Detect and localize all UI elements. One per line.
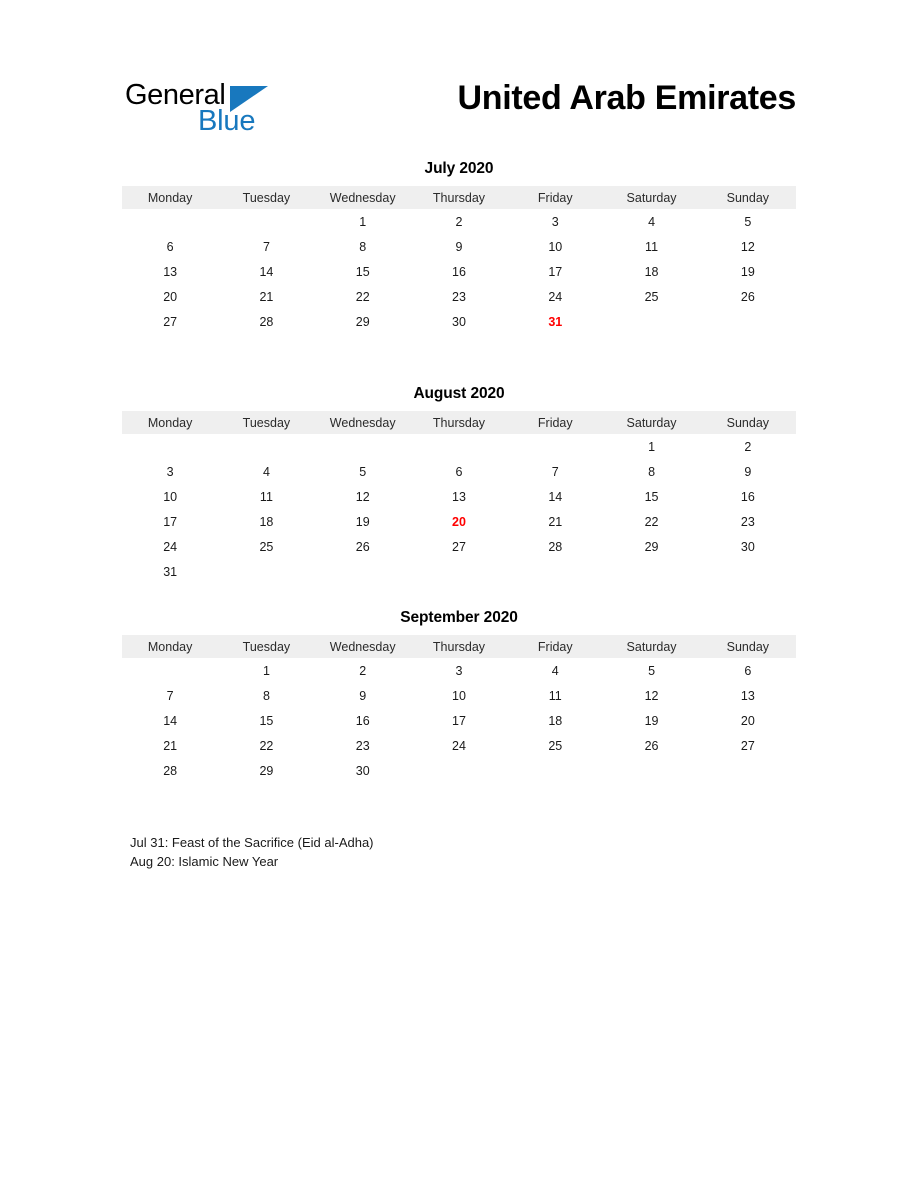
calendar-day[interactable]: 4 xyxy=(551,663,559,678)
calendar-day[interactable]: 3 xyxy=(551,214,559,229)
calendar-day-empty xyxy=(218,559,314,584)
weekday-header-sunday: Sunday xyxy=(700,635,796,658)
calendar-day[interactable]: 30 xyxy=(355,763,370,778)
calendar-day[interactable]: 7 xyxy=(166,688,174,703)
logo-word-general: General xyxy=(125,79,226,111)
weekday-header-thursday: Thursday xyxy=(411,186,507,209)
calendar-day-empty xyxy=(122,658,218,683)
calendar-day[interactable]: 28 xyxy=(259,314,274,329)
logo-word-blue: Blue xyxy=(198,105,256,137)
calendar-week-row xyxy=(122,434,796,459)
calendar-week-row xyxy=(122,758,796,783)
calendar-day-empty xyxy=(122,434,218,459)
calendar-body xyxy=(122,209,796,334)
weekday-header-tuesday: Tuesday xyxy=(218,411,314,434)
calendar-day[interactable]: 18 xyxy=(548,713,563,728)
calendar-table xyxy=(122,635,796,783)
month-title: July 2020 xyxy=(424,160,494,177)
calendar-week-row xyxy=(122,559,796,584)
calendar-day[interactable]: 10 xyxy=(452,688,466,703)
calendar-day-empty xyxy=(411,434,507,459)
calendar-day[interactable]: 9 xyxy=(455,239,463,254)
calendar-day[interactable]: 26 xyxy=(355,539,370,554)
calendar-day[interactable]: 29 xyxy=(355,314,370,329)
calendar-day-empty xyxy=(603,758,699,783)
calendar-day[interactable]: 30 xyxy=(452,314,466,329)
calendar-day[interactable]: 13 xyxy=(163,264,178,279)
calendar-day[interactable]: 11 xyxy=(548,688,562,703)
month-title: August 2020 xyxy=(413,385,505,402)
calendar-day[interactable]: 25 xyxy=(644,289,659,304)
month-block-september xyxy=(122,609,796,783)
weekday-header-monday: Monday xyxy=(122,186,218,209)
weekday-header-friday: Friday xyxy=(507,411,603,434)
calendar-body xyxy=(122,434,796,584)
calendar-day[interactable]: 11 xyxy=(259,489,273,504)
calendar-day[interactable]: 17 xyxy=(548,264,563,279)
calendar-day[interactable]: 5 xyxy=(744,214,752,229)
month-block-august xyxy=(122,385,796,584)
holiday-notes xyxy=(130,833,730,871)
calendar-day[interactable]: 6 xyxy=(744,663,752,678)
calendar-day[interactable]: 25 xyxy=(548,738,563,753)
calendar-week-row xyxy=(122,658,796,683)
calendar-day[interactable]: 14 xyxy=(259,264,274,279)
calendar-day[interactable]: 27 xyxy=(740,738,755,753)
calendar-body xyxy=(122,658,796,783)
calendar-day[interactable]: 13 xyxy=(740,688,755,703)
calendar-day-empty xyxy=(315,559,411,584)
calendar-day[interactable]: 8 xyxy=(648,464,656,479)
calendar-day[interactable]: 29 xyxy=(644,539,659,554)
weekday-header-wednesday: Wednesday xyxy=(315,635,411,658)
calendar-day[interactable]: 23 xyxy=(740,514,755,529)
calendar-day[interactable]: 26 xyxy=(740,289,755,304)
weekday-header-row xyxy=(122,186,796,209)
calendar-day[interactable]: 26 xyxy=(644,738,659,753)
calendar-day-empty xyxy=(700,309,796,334)
calendar-day[interactable]: 20 xyxy=(740,713,755,728)
page-header xyxy=(122,74,796,142)
calendar-day[interactable]: 16 xyxy=(355,713,370,728)
calendar-day[interactable]: 16 xyxy=(452,264,466,279)
calendar-day[interactable]: 19 xyxy=(355,514,370,529)
calendar-day[interactable]: 12 xyxy=(740,239,755,254)
calendar-day[interactable]: 18 xyxy=(644,264,659,279)
weekday-header-friday: Friday xyxy=(507,186,603,209)
calendar-day[interactable]: 7 xyxy=(262,239,270,254)
calendar-week-row xyxy=(122,509,796,534)
calendar-day-empty xyxy=(218,209,314,234)
calendar-day-empty xyxy=(218,434,314,459)
calendar-day-empty xyxy=(700,758,796,783)
calendar-day-empty xyxy=(507,434,603,459)
calendar-day[interactable]: 29 xyxy=(259,763,274,778)
calendar-day[interactable]: 27 xyxy=(163,314,178,329)
calendar-day[interactable]: 21 xyxy=(548,514,563,529)
page-title: United Arab Emirates xyxy=(457,79,796,117)
calendar-day-empty xyxy=(700,559,796,584)
calendar-week-row xyxy=(122,209,796,234)
calendar-day-holiday[interactable]: 20 xyxy=(452,514,466,529)
calendar-day-holiday[interactable]: 31 xyxy=(548,314,563,329)
holiday-note-line: Aug 20: Islamic New Year xyxy=(130,854,279,869)
calendar-day[interactable]: 13 xyxy=(452,489,466,504)
calendar-day[interactable]: 1 xyxy=(648,439,656,454)
weekday-header-tuesday: Tuesday xyxy=(218,186,314,209)
weekday-header-row xyxy=(122,411,796,434)
calendar-day[interactable]: 6 xyxy=(455,464,463,479)
calendar-day[interactable]: 11 xyxy=(645,239,659,254)
calendar-day[interactable]: 3 xyxy=(166,464,174,479)
calendar-week-row xyxy=(122,708,796,733)
calendar-day[interactable]: 12 xyxy=(644,688,659,703)
calendar-week-row xyxy=(122,284,796,309)
weekday-header-wednesday: Wednesday xyxy=(315,186,411,209)
weekday-header-sunday: Sunday xyxy=(700,411,796,434)
calendar-day[interactable]: 10 xyxy=(548,239,563,254)
calendar-day[interactable]: 25 xyxy=(259,539,274,554)
calendar-day[interactable]: 16 xyxy=(740,489,755,504)
calendar-week-row xyxy=(122,683,796,708)
calendar-day[interactable]: 22 xyxy=(259,738,274,753)
calendar-day[interactable]: 2 xyxy=(744,439,752,454)
month-block-july xyxy=(122,160,796,334)
calendar-day[interactable]: 2 xyxy=(455,214,463,229)
weekday-header-friday: Friday xyxy=(507,635,603,658)
weekday-header-sunday: Sunday xyxy=(700,186,796,209)
calendar-day-empty xyxy=(507,559,603,584)
holiday-note-line: Jul 31: Feast of the Sacrifice (Eid al-Adha) xyxy=(130,835,374,850)
weekday-header-monday: Monday xyxy=(122,411,218,434)
calendar-day[interactable]: 14 xyxy=(548,489,563,504)
calendar-day[interactable]: 9 xyxy=(359,688,367,703)
calendar-day[interactable]: 23 xyxy=(355,738,370,753)
calendar-day[interactable]: 21 xyxy=(259,289,274,304)
calendar-week-row xyxy=(122,733,796,758)
calendar-day[interactable]: 22 xyxy=(355,289,370,304)
calendar-week-row xyxy=(122,234,796,259)
calendar-day[interactable]: 15 xyxy=(644,489,659,504)
calendar-day[interactable]: 27 xyxy=(452,539,466,554)
calendar-day[interactable]: 14 xyxy=(163,713,178,728)
calendar-table xyxy=(122,411,796,584)
calendar-day-empty xyxy=(603,309,699,334)
calendar-week-row xyxy=(122,309,796,334)
calendar-day[interactable]: 15 xyxy=(259,713,274,728)
calendar-day-empty xyxy=(315,434,411,459)
calendar-day[interactable]: 22 xyxy=(644,514,659,529)
calendar-day[interactable]: 24 xyxy=(163,539,178,554)
calendar-day[interactable]: 21 xyxy=(163,738,178,753)
weekday-header-row xyxy=(122,635,796,658)
calendar-day[interactable]: 8 xyxy=(262,688,270,703)
calendar-day[interactable]: 12 xyxy=(355,489,370,504)
calendar-day-empty xyxy=(411,559,507,584)
calendar-day-empty xyxy=(507,758,603,783)
weekday-header-saturday: Saturday xyxy=(603,635,699,658)
weekday-header-tuesday: Tuesday xyxy=(218,635,314,658)
calendar-day[interactable]: 8 xyxy=(359,239,367,254)
calendar-day[interactable]: 5 xyxy=(359,464,367,479)
calendar-day[interactable]: 9 xyxy=(744,464,752,479)
calendar-day[interactable]: 24 xyxy=(452,738,466,753)
calendar-week-row xyxy=(122,484,796,509)
calendar-table xyxy=(122,186,796,334)
weekday-header-saturday: Saturday xyxy=(603,186,699,209)
calendar-day[interactable]: 28 xyxy=(163,763,178,778)
calendar-day[interactable]: 19 xyxy=(740,264,755,279)
calendar-day[interactable]: 1 xyxy=(359,214,367,229)
calendar-day-empty xyxy=(411,758,507,783)
calendar-week-row xyxy=(122,534,796,559)
calendar-day[interactable]: 31 xyxy=(163,564,178,579)
calendar-day[interactable]: 6 xyxy=(166,239,174,254)
month-title: September 2020 xyxy=(400,609,518,626)
calendar-week-row xyxy=(122,259,796,284)
calendar-day[interactable]: 2 xyxy=(359,663,367,678)
calendar-day[interactable]: 20 xyxy=(163,289,178,304)
weekday-header-wednesday: Wednesday xyxy=(315,411,411,434)
weekday-header-thursday: Thursday xyxy=(411,635,507,658)
calendar-day[interactable]: 28 xyxy=(548,539,563,554)
calendar-day[interactable]: 5 xyxy=(648,663,656,678)
calendar-day[interactable]: 4 xyxy=(262,464,270,479)
calendar-day[interactable]: 1 xyxy=(262,663,270,678)
calendar-day[interactable]: 17 xyxy=(163,514,178,529)
calendar-day[interactable]: 15 xyxy=(355,264,370,279)
calendar-day[interactable]: 19 xyxy=(644,713,659,728)
calendar-day[interactable]: 10 xyxy=(163,489,178,504)
calendar-day[interactable]: 17 xyxy=(452,713,466,728)
weekday-header-saturday: Saturday xyxy=(603,411,699,434)
calendar-day[interactable]: 30 xyxy=(740,539,755,554)
weekday-header-thursday: Thursday xyxy=(411,411,507,434)
calendar-day-empty xyxy=(122,209,218,234)
calendar-day[interactable]: 18 xyxy=(259,514,274,529)
calendar-day[interactable]: 3 xyxy=(455,663,463,678)
calendar-day[interactable]: 24 xyxy=(548,289,563,304)
calendar-day[interactable]: 7 xyxy=(551,464,559,479)
calendar-day[interactable]: 4 xyxy=(648,214,656,229)
calendar-week-row xyxy=(122,459,796,484)
weekday-header-monday: Monday xyxy=(122,635,218,658)
calendar-day[interactable]: 23 xyxy=(452,289,466,304)
calendar-day-empty xyxy=(603,559,699,584)
